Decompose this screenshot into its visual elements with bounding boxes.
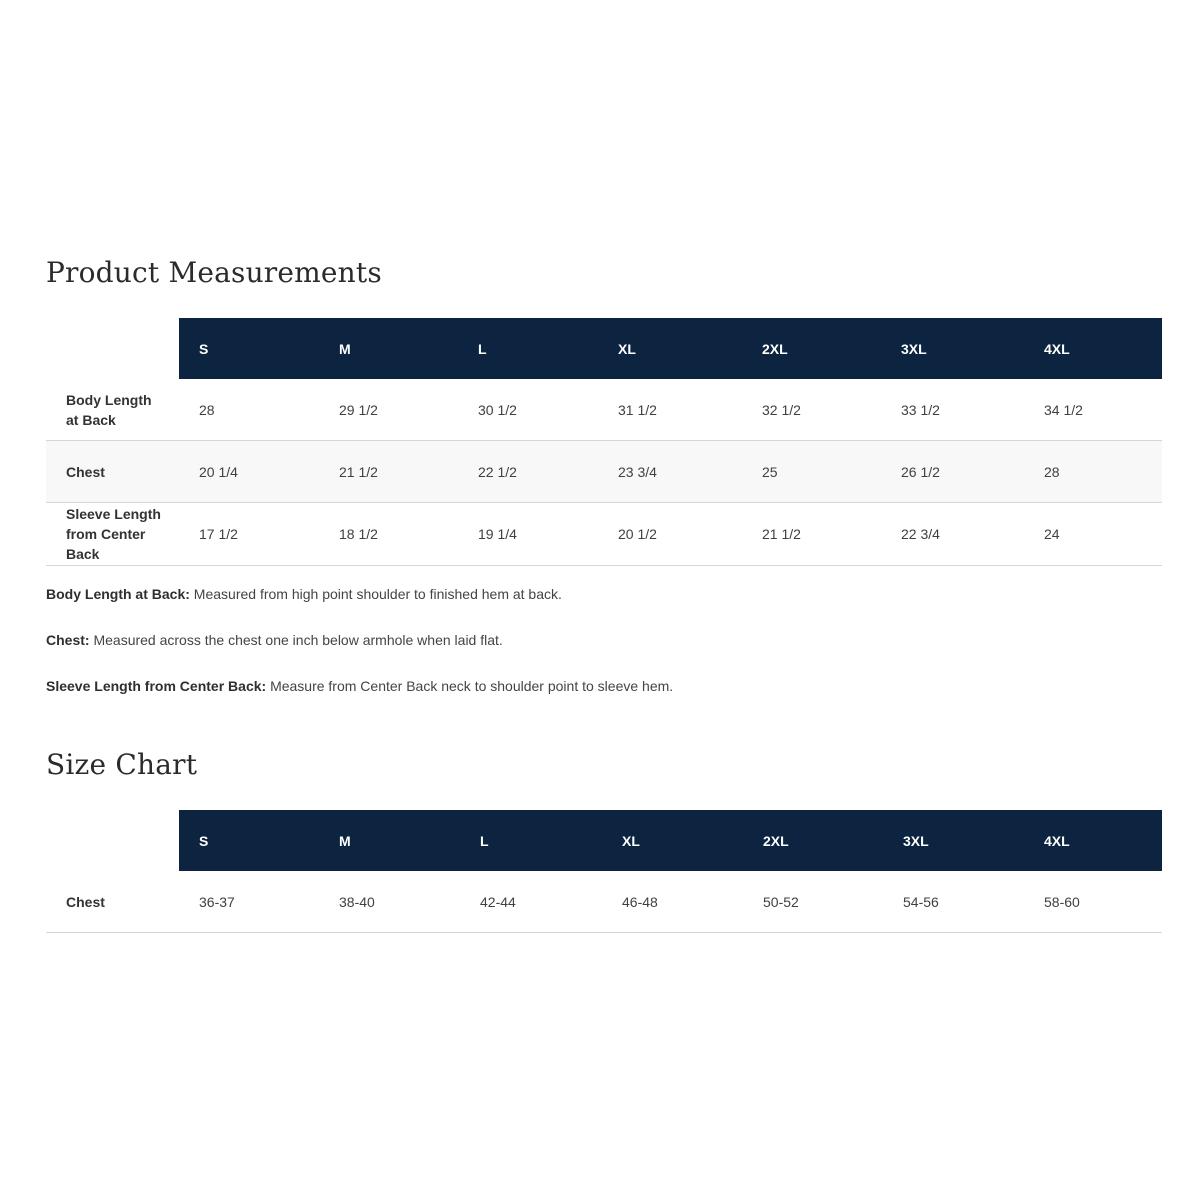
table-cell: 58-60 — [1044, 893, 1080, 910]
table-cell: 50-52 — [763, 893, 799, 910]
table-cell: 17 1/2 — [199, 526, 238, 542]
size-header-xl: XL — [618, 340, 636, 357]
size-header-m: M — [339, 832, 351, 849]
table-cell: 36-37 — [199, 893, 235, 910]
note-text: Measure from Center Back neck to shoulder point to sleeve hem. — [270, 678, 674, 694]
header-band — [179, 810, 1162, 871]
table-cell: 38-40 — [339, 893, 375, 910]
size-chart-table — [46, 810, 1162, 933]
size-header-3xl: 3XL — [903, 832, 929, 849]
table-cell: 42-44 — [480, 893, 516, 910]
size-header-xl: XL — [622, 832, 640, 849]
table-cell: 18 1/2 — [339, 526, 378, 542]
table-cell: 31 1/2 — [618, 401, 657, 418]
row-label-chest: Chest — [66, 893, 105, 910]
table-row — [46, 379, 1162, 441]
size-chart-title: Size Chart — [46, 748, 198, 781]
table-cell: 22 3/4 — [901, 526, 940, 542]
table-cell: 34 1/2 — [1044, 401, 1083, 418]
note-text: Measured from high point shoulder to finished hem at back. — [193, 586, 562, 602]
table-cell: 23 3/4 — [618, 463, 657, 480]
product-measurements-table — [46, 318, 1162, 566]
table-cell: 28 — [199, 401, 215, 418]
size-header-3xl: 3XL — [901, 340, 927, 357]
row-label-chest: Chest — [66, 463, 105, 480]
table-cell: 25 — [762, 463, 778, 480]
note-sleeve-length — [46, 678, 1146, 695]
table-cell: 22 1/2 — [478, 463, 517, 480]
table-cell: 21 1/2 — [339, 463, 378, 480]
table-cell: 46-48 — [622, 893, 658, 910]
note-body-length — [46, 586, 1146, 603]
table-cell: 28 — [1044, 463, 1060, 480]
size-header-l: L — [480, 832, 489, 849]
size-header-l: L — [478, 340, 487, 357]
size-header-m: M — [339, 340, 351, 357]
size-header-s: S — [199, 340, 209, 357]
measurement-notes — [46, 586, 1146, 724]
table-cell: 30 1/2 — [478, 401, 517, 418]
size-header-s: S — [199, 832, 209, 849]
row-label-sleeve-length: Sleeve Length from Center Back — [66, 506, 161, 562]
note-term: Body Length at Back: — [46, 586, 190, 602]
row-label-body-length: Body Length at Back — [66, 391, 152, 428]
table-cell: 21 1/2 — [762, 526, 801, 542]
size-header-2xl: 2XL — [762, 340, 788, 357]
table-header-row — [46, 318, 1162, 379]
table-cell: 32 1/2 — [762, 401, 801, 418]
note-term: Chest: — [46, 632, 90, 648]
table-row — [46, 441, 1162, 503]
table-cell: 20 1/2 — [618, 526, 657, 542]
header-band — [179, 318, 1162, 379]
product-measurements-title: Product Measurements — [46, 256, 382, 289]
note-term: Sleeve Length from Center Back: — [46, 678, 267, 694]
note-text: Measured across the chest one inch below armhole when laid flat. — [93, 632, 503, 648]
table-cell: 26 1/2 — [901, 463, 940, 480]
table-cell: 29 1/2 — [339, 401, 378, 418]
size-header-2xl: 2XL — [763, 832, 789, 849]
size-header-4xl: 4XL — [1044, 832, 1070, 849]
table-cell: 54-56 — [903, 893, 939, 910]
table-row — [46, 503, 1162, 566]
table-cell: 33 1/2 — [901, 401, 940, 418]
table-cell: 19 1/4 — [478, 526, 517, 542]
size-header-4xl: 4XL — [1044, 340, 1070, 357]
table-cell: 20 1/4 — [199, 463, 238, 480]
table-cell: 24 — [1044, 526, 1060, 542]
table-header-row — [46, 810, 1162, 871]
table-row — [46, 871, 1162, 933]
note-chest — [46, 632, 1146, 649]
